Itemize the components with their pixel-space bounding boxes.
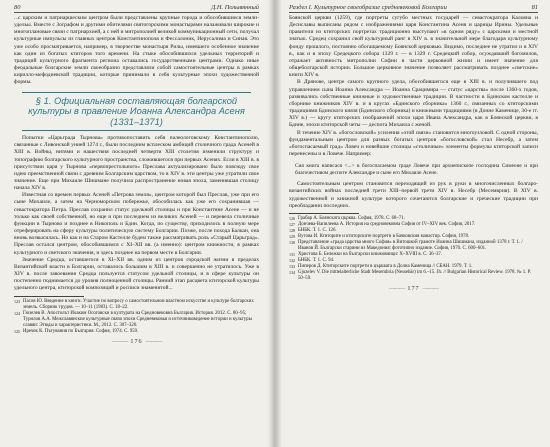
footnote	[14, 329, 259, 335]
footnote-number: 126	[289, 215, 295, 221]
folio-right: ——— 177 ———	[289, 285, 538, 292]
paragraph: ...с царским и патриаршеским центром были представлены крупные города и обособившиеся земли-удельы. Вместе с Зографом и другими обителями святогорскими монастырями налаживали широкие и многоплановые связи с патриархией, а с ней и митрополией великой коммуникационный сети, получал культурные импульсы из главных центров Константинополя и Фессалоник, Иерусалима и Синая. Это уже особо просматривается, например, в творчестве монастыря Рилы, имевшего особенное значение как один из богатых ктиторов того времени. На стыке обособившихся удельных территорий и традиций культурного фрагмента региона оставались государственными центрами. Однако иные феодальные болгарские земли своеобразно представляли собой самостоятельные центры в рамках кирилло-мефодиевской традиции, которые принимали в себя культурные эпохи художественной формы.	[14, 15, 259, 86]
footnote	[14, 299, 259, 311]
footnote-text: Gjuzelev V. Die mittelalterliche Stadt Mesembria (Nessebär) im 6.–15. Jh. // Bulgarian Historical Review. 1978. № 1. P. 50–59.	[298, 270, 531, 282]
footnote	[289, 270, 538, 282]
footnote-number: 131	[289, 252, 295, 258]
footnote-text: Иречек К. Пътувания по България. София, 1974. С. 959.	[23, 328, 139, 334]
footnote-number: 134	[289, 270, 295, 276]
footnote-number: 123	[14, 298, 20, 304]
footnote-text: Пиперов Д. Ктиторските портрети в църквата в Долна Каменица // СБАН. 1979. Т. 1.	[298, 264, 473, 270]
paragraph: В Дрянове, центре самого крупного удела, обособившегося еще в XIII в. и получившего под управлением сына Иоанна Александра — Иоанна Срацимира — статус «царства» после 1360-х годов, развивались собственные книжные и художественные традиции. В частности в Бдинском кастелле и сборнике книжников XIV в. и в кругах «Бдинского сборника» 1360 г., связанных со ктиторскими традициями Бдинского князя (Бдинского сборника) и книжными традициями (в Донне Каменице, 30-е гг. XIV в.) — кругу ктиторских изображений эпохи царя Ивана Александра, как в Боянской церкви, в Бдине, эпохи ктиторской четы — деспота Михаила с женой.	[289, 79, 538, 129]
page-number-header: 81	[531, 4, 538, 11]
right-page	[275, 0, 550, 447]
footnote-text: Дончева-Вапилеева А. История на средновековна София от IV–XIV век. София, 2017.	[298, 221, 476, 227]
section-title: § 1. Официальная составляющая болгарской культуры в правление Иоанна Александра Асеня (1331–1371)	[22, 92, 251, 132]
author-name-header: Д.Н. Полывянный	[211, 4, 259, 11]
paragraph: В течение XIV в. «богословской» усиления «этой связи» становится многоузловой. С одной стороны, фундаментальным центром для разных богатых центров «богословской» стал Несебр, а затем «богоспасаемый град» Ловеч и новейшие столицы «столичные» элементы формулы ктиторской записи перенесены и в Ловече. Например:	[289, 129, 538, 157]
paragraph: Попытки «Царьграда Тырнова» противопоставить себя палеологовскому Константинополю, связанные с Ливонской унией 1274 г., были последним всплеском амбиций столичного града Асеней в XIII в. Войны, нитями и нашествия последней четверти XIII столетия изменили структуру и топографию болгарского культурного пространства, сложившегося при первых Асенях. Если в XIII в. в присутствии царя у Тырнова «первопрестольного» Преслава актуализировано было повсюду свое идею преемственной связи с древним Болгарским царством, то в XIV в. эти центры уже утратили свое значение. Еще при Михаиле Шишмане получила распространение новая эпоха, заменившая столицу начала XIV в.	[14, 135, 259, 192]
footnote	[289, 240, 538, 252]
paragraph: Самостоятельным центром становится переходящий из рук в руки в многочисленных болгаро-византийских войнах последней трети XIII–первой трети XIV в. Несебр (Месемврия). В XIV в. художественной и книжной культуре которого сочетаются болгарские и греческие традиции при преобладании последних.	[289, 181, 538, 209]
footnote	[14, 311, 259, 329]
footnote-text: Грабар А. Боянската църква. София, 1978. С. 68–71.	[298, 215, 405, 221]
book-gutter-shadow	[268, 0, 282, 447]
footnote-text: БНБК. Т. 1. С. 126.	[298, 228, 337, 234]
paragraph: Боянской церкви (1259), где портреты сугубо местных государей — севастократора Калояна и Десиславы выписаны рядом с изображениями царя Константина Асеня и царицы Ирины. Удельные правители из ктиторских портретах традиционно выступают «в одном ряду» с царскими и местной знатью. Средец сохранил свой культурный ранг в XIV в. в значительной мере благодаря культурному фонду прошлого, постоянно обогащаемому Боянской церковью. Видимо, последнее не утратил и в XIV в., как и в эпоху Средецкого собора 1329 г. — в 1329 г. Средецкий собор, осуждавший богомилов, отражает активность митрополии Софии в части церковной жизни и имеет значение для общеболгарской истории. Большое церковное значение позволяет рассматривать позднее «светские» книги XIV в.	[289, 15, 538, 79]
footnote-text: Вутова И. Ктиторите и ктиторските портрети в Бачковския манастир. София, 1978.	[298, 234, 470, 240]
footnote-number: 127	[289, 221, 295, 227]
footnotes	[289, 216, 538, 283]
footnote-number: 133	[289, 264, 295, 270]
footnote-divider	[14, 296, 84, 297]
footnote-number: 124	[14, 310, 20, 316]
running-head-left	[14, 4, 259, 13]
block-quote: Сия книга написася <...> в богоспасаемом граде Ловече при архиепископе господина Симеоне и при благочестивом деспоте Александре и сыне его Михаиле Асене.	[295, 163, 538, 176]
footnote-number: 130	[289, 240, 295, 246]
section-name-header: Раздел I. Культурное своеобразие средневековой Болгарии	[289, 4, 447, 11]
footnote-divider	[289, 213, 359, 214]
page-number-header: 80	[14, 4, 21, 11]
footnote-number: 128	[289, 228, 295, 234]
footnote-number: 129	[289, 234, 295, 240]
footnote-text: Представление «града царства много София» в Витошкой грамоте Иоанна Шишмана, изданной 1378 г. Т. 1. / Иванов Й. Български старини из Македония: фототипно издание. София, 1970. С. 600–601.	[298, 240, 523, 252]
paragraph: Значение Средца, оставшегося в XI–XII вв. одним из центров городской жизни в пределах Византийской власти в Болгарии, оставалось большим в XIII в. и совершенно не утратилось. Уже в XIV в. после завоевания Средца пользуется статусом удельной столицы, и в сфере культуры он постепенно поднимается до уровня полноценной столицы. Ранний этап расцвета ктиторской культуры удельного центра, ктиторской композиций и росписи знаменитой...	[14, 256, 259, 292]
footnote-text: Гюзелев В. Апостолът Иоаким Осоговски в културата на Средновековна България. История. 2012. С. 80–95; Турилов А.А. Межславянские культурные связи эпохи Средневековья и источниковедение истории и культуры славян: Этюды и характеристики. М., 2012. С. 307–320.	[23, 310, 252, 328]
running-head-right	[289, 4, 538, 13]
footnote-number: 132	[289, 258, 295, 264]
footnote-number: 125	[14, 328, 20, 334]
folio-left: ——— 176 ———	[14, 338, 259, 345]
paragraph: Известная со времен первых Асеней «Петрова земля», центром которой был Преслав, уже при его сыне Михаиле, а затем на Черноморском побережье, обособилась как уже его сохранившая — севастократора Петра. Преслав сохранил статус удельной столицы и при Константине Асене — и не только как своей собственной, но еще и при последнем из великих Асеней — и перевела столичные функции в Тырново и позднее в Никополь и Бдин. Когда, по существу, приходилось в полную мере отреферировать на сферу культуры политическую систему Болгарии. Позже, после похода Балкан, она вновь возвысилась. Но как и на Старом Кастелле будем также рассматривать роль «Старый Царьград». Преслав остался центром, обособившимся с XI–XII вв. (а именно): центром книжности, в рамках культурного и светского значения, и здесь позднее на первом месте в Болгарии.	[14, 192, 259, 256]
footnotes	[14, 299, 259, 335]
footnote-text: Пасов Ю. Введение в книги. Участие по вопросу о самостоятельном властном искусстве и культуре болгарских земель. Сборник трудов. — 10–11 (1983). С. 18–22.	[23, 298, 254, 310]
footnote-text: БНБК. Т. 1. С. 94.	[298, 258, 335, 264]
footnote-text: Христова Б. Бележки на български книжовници: X–XVIII в. С. 36–37.	[298, 252, 443, 258]
